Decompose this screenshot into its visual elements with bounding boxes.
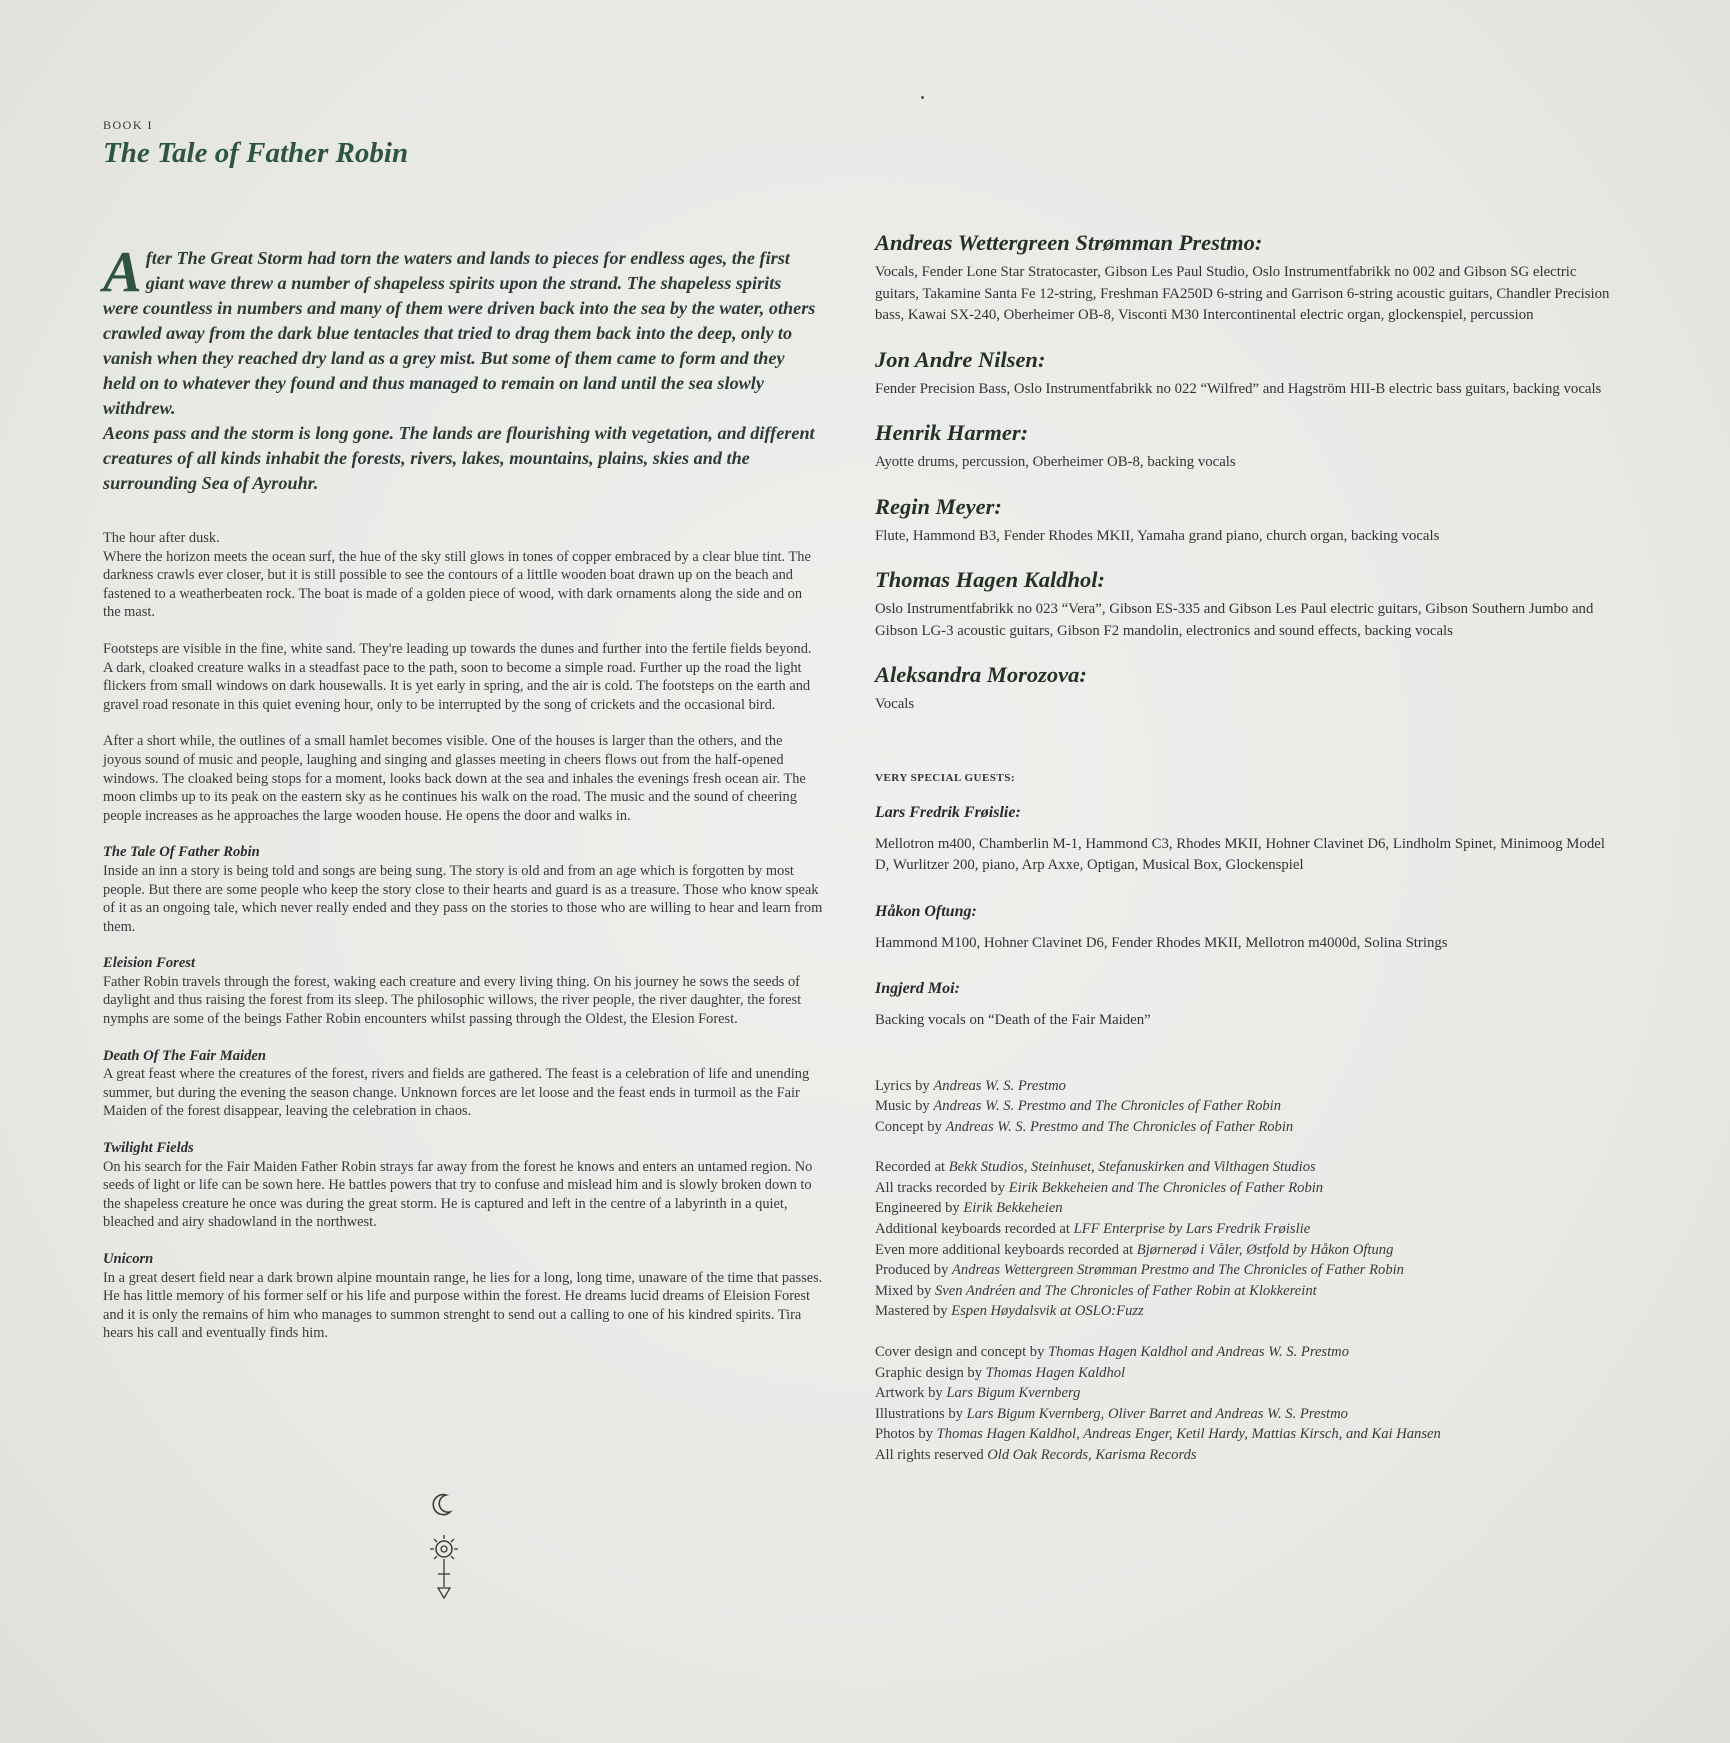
credit-label: Engineered by <box>875 1200 964 1217</box>
page-title: The Tale of Father Robin <box>103 137 409 169</box>
member-instruments: Vocals, Fender Lone Star Stratocaster, Gibson Les Paul Studio, Oslo Instrumentfabrikk no 002 and Gibson SG electric guitars, Takamine Santa Fe 12-string, Freshman FA250D 6-string and Garrison 6-string acoustic guitars, Chandler Precision bass, Kawai SX-240, Oberheimer OB-8, Visconti M30 Intercontinental electric organ, glockenspiel, percussion <box>875 264 1610 323</box>
track-title: Eleision Forest <box>103 955 196 972</box>
credit-group <box>875 1076 1620 1138</box>
story-paragraph: Footsteps are visible in the fine, white sand. They're leading up towards the dunes and further into the fertile fields beyond. A dark, cloaked creature walks in a steadfast pace to the path, soon to become a simple road. Further up the road the light flickers from small windows on dark housewalls. It is yet early in spring, and the air is cold. The footsteps on the earth and gravel road resonate in this quiet evening hour, only to be interrupted by the song of crickets and the occasional bird. <box>103 640 812 713</box>
credit-line <box>875 1383 1620 1404</box>
guest-name: Lars Fredrik Frøislie: <box>875 803 1021 821</box>
credit-label: Mastered by <box>875 1303 952 1320</box>
member-name: Thomas Hagen Kaldhol: <box>875 567 1106 592</box>
credit-label: Cover design and concept by <box>875 1344 1049 1361</box>
credit-group <box>875 1157 1620 1322</box>
guest-instruments: Mellotron m400, Chamberlin M-1, Hammond C3, Rhodes MKII, Hohner Clavinet D6, Lindholm Spinet, Minimoog Model D, Wurlitzer 200, piano, Arp Axxe, Optigan, Musical Box, Glockenspiel <box>875 835 1605 873</box>
member-instruments: Flute, Hammond B3, Fender Rhodes MKII, Yamaha grand piano, church organ, backing vocals <box>875 527 1440 544</box>
intro-text: fter The Great Storm had torn the waters and lands to pieces for endless ages, the first giant wave threw a number of shapeless spirits upon the strand. The shapeless spirits were countless in numbers and many of them were driven back into the sea by the water, others crawled away from the dark blue tentacles that tried to drag them back into the deep, only to vanish when they reached dry land as a grey mist. But some of them came to form and they held on to whatever they found and thus managed to remain on land until the sea slowly withdrew. <box>103 248 816 418</box>
track-description: Inside an inn a story is being told and songs are being sung. The story is old and from an age which is forgotten by most people. But there are some people who keep the story close to their hearts and guard is as a treasure. Those who know speak of it as an ongoing tale, which never really ended and they pass on the stories to those who are willing to hear and learn from them. <box>103 862 823 935</box>
credit-value: Lars Bigum Kvernberg, Oliver Barret and Andreas W. S. Prestmo <box>966 1405 1348 1422</box>
band-member <box>875 565 1620 642</box>
member-instruments: Fender Precision Bass, Oslo Instrumentfabrikk no 022 “Wilfred” and Hagström HII-B electric bass guitars, backing vocals <box>875 380 1602 397</box>
moon-sun-glyph-icon <box>424 1492 464 1602</box>
band-member <box>875 418 1620 474</box>
credit-label: Even more additional keyboards recorded at <box>875 1241 1137 1258</box>
credit-value: Bekk Studios, Steinhuset, Stefanuskirken and Vilthagen Studios <box>948 1159 1316 1176</box>
track-title: The Tale Of Father Robin <box>103 844 260 861</box>
band-member <box>875 492 1620 548</box>
member-instruments: Oslo Instrumentfabrikk no 023 “Vera”, Gibson ES-335 and Gibson Les Paul electric guitars, Gibson Southern Jumbo and Gibson LG-3 acoustic guitars, Gibson F2 mandolin, electronics and sound effects, backing vocals <box>875 601 1594 639</box>
track-description: A great feast where the creatures of the forest, rivers and fields are gathered. The feast is a celebration of life and unending summer, but during the evening the season change. Unknown forces are let loose and the feast ends in turmoil as the Fair Maiden of the forest disappear, leaving the celebration in chaos. <box>103 1066 810 1120</box>
credit-label: All rights reserved <box>875 1447 988 1463</box>
track-title: Death Of The Fair Maiden <box>103 1047 266 1064</box>
right-column <box>875 228 1620 1486</box>
guest-musician <box>875 980 1620 1032</box>
credit-line <box>875 1281 1620 1302</box>
guest-name: Håkon Oftung: <box>875 902 977 920</box>
credit-value: Andreas Wettergreen Strømman Prestmo and The Chronicles of Father Robin <box>952 1262 1404 1279</box>
credit-label: Photos by <box>875 1426 937 1443</box>
band-member <box>875 660 1620 716</box>
credit-line <box>875 1117 1620 1138</box>
credit-line <box>875 1424 1620 1445</box>
member-name: Jon Andre Nilsen: <box>875 346 1046 372</box>
credit-group <box>875 1342 1620 1466</box>
credit-line <box>875 1240 1620 1261</box>
track-section <box>103 1250 823 1343</box>
credit-line <box>875 1178 1620 1199</box>
member-name: Henrik Harmer: <box>875 420 1029 445</box>
member-name: Regin Meyer: <box>875 493 1002 519</box>
credit-label: Concept by <box>875 1118 946 1135</box>
print-dot <box>921 96 924 99</box>
story-paragraph: The hour after dusk. Where the horizon meets the ocean surf, the hue of the sky still glows in tones of copper embraced by a clear blue tint. The darkness crawls ever closer, but it is still possible to see the contours of a littlle wooden boat drawn up on the beach and fastened to a weatherbeaten rock. The boat is made of a golden piece of wood, with dark ornaments along the side and on the mast. <box>103 530 811 621</box>
credit-value: Lars Bigum Kvernberg <box>946 1385 1081 1402</box>
credit-value: Eirik Bekkeheien <box>963 1200 1063 1217</box>
credit-line <box>875 1260 1620 1281</box>
credit-value: Thomas Hagen Kaldhol and Andreas W. S. Prestmo <box>1048 1344 1350 1361</box>
credit-value: Bjørnerød i Våler, Østfold by Håkon Oftung <box>1136 1241 1394 1258</box>
band-member <box>875 228 1620 327</box>
credit-line <box>875 1219 1620 1240</box>
credit-line <box>875 1096 1620 1117</box>
track-description: Father Robin travels through the forest, waking each creature and every living thing. On his journey he sows the seeds of daylight and thus raising the forest from its sleep. The philosophic willows, the river people, the river daughter, the forest nymphs are some of the beings Father Robin encounters whilst passing through the Oldest, the Elesion Forest. <box>103 973 802 1028</box>
drop-cap: A <box>103 239 142 304</box>
credit-value: LFF Enterprise by Lars Fredrik Frøislie <box>1073 1221 1311 1238</box>
credit-value: Andreas W. S. Prestmo and The Chronicles of Father Robin <box>933 1098 1282 1115</box>
track-description: In a great desert field near a dark brown alpine mountain range, he lies for a long, long time, unaware of the time that passes. He has little memory of his former self or his life and purpose within the forest. He dreams lucid dreams of Eleision Forest and it is only the remains of him who manages to summon strenght to send out a calling to one of his kindred spirits. Tira hears his call and eventually finds him. <box>103 1269 823 1342</box>
credit-value: Sven Andréen and The Chronicles of Father Robin at Klokkereint <box>935 1282 1317 1299</box>
member-instruments: Vocals <box>875 696 915 712</box>
credit-line <box>875 1076 1620 1097</box>
credit-line <box>875 1198 1620 1219</box>
credit-value: Thomas Hagen Kaldhol, Andreas Enger, Ketil Hardy, Mattias Kirsch, and Kai Hansen <box>936 1426 1441 1443</box>
credit-line <box>875 1363 1620 1384</box>
guests-heading: VERY SPECIAL GUESTS: <box>875 771 1016 784</box>
member-name: Aleksandra Morozova: <box>875 662 1087 687</box>
credit-value: Andreas W. S. Prestmo <box>933 1077 1066 1094</box>
guest-name: Ingjerd Moi: <box>875 980 960 997</box>
credit-value: Espen Høydalsvik at OSLO:Fuzz <box>951 1303 1144 1320</box>
track-section <box>103 843 823 936</box>
credits <box>875 1076 1620 1466</box>
member-name: Andreas Wettergreen Strømman Prestmo: <box>875 230 1263 255</box>
credit-line <box>875 1157 1620 1178</box>
credit-label: Lyrics by <box>875 1077 934 1094</box>
credit-label: Artwork by <box>875 1385 947 1402</box>
credit-label: Recorded at <box>875 1159 949 1176</box>
credit-label: Music by <box>875 1098 934 1115</box>
story-text <box>103 529 823 825</box>
track-section <box>103 1139 823 1232</box>
credit-line <box>875 1404 1620 1425</box>
track-sections <box>103 843 823 1343</box>
guest-instruments: Backing vocals on “Death of the Fair Maiden” <box>875 1012 1151 1028</box>
credit-value: Eirik Bekkeheien and The Chronicles of Father Robin <box>1008 1179 1324 1196</box>
guest-musician <box>875 804 1620 877</box>
left-column <box>103 118 823 1361</box>
intro-paragraph <box>103 239 818 496</box>
guest-musician <box>875 903 1620 955</box>
track-section <box>103 1047 823 1121</box>
credit-line <box>875 1301 1620 1322</box>
track-section <box>103 954 823 1028</box>
guest-instruments: Hammond M100, Hohner Clavinet D6, Fender Rhodes MKII, Mellotron m4000d, Solina Strings <box>875 934 1448 951</box>
credit-label: Produced by <box>875 1262 953 1279</box>
credit-label: All tracks recorded by <box>875 1179 1009 1196</box>
intro-text-2: Aeons pass and the storm is long gone. The lands are flourishing with vegetation, and different creatures of all kinds inhabit the forests, rivers, lakes, mountains, plains, skies and the surrounding Sea of Ayrouhr. <box>103 423 815 493</box>
track-description: On his search for the Fair Maiden Father Robin strays far away from the forest he knows and enters an untamed region. No seeds of light or life can be sown here. He battles powers that try to confuse and mislead him and is slowly broken down to the shapeless creature he once was during the great storm. He is captured and left in the centre of a labyrinth in a quiet, bleached and airy shadowland in the northwest. <box>103 1158 813 1231</box>
band-member <box>875 345 1620 401</box>
track-title: Twilight Fields <box>103 1140 194 1157</box>
credit-label: Illustrations by <box>875 1405 967 1422</box>
credit-line <box>875 1342 1620 1363</box>
credit-value: Old Oak Records, Karisma Records <box>987 1447 1197 1463</box>
credit-label: Additional keyboards recorded at <box>875 1221 1074 1238</box>
track-title: Unicorn <box>103 1251 154 1267</box>
credit-value: Thomas Hagen Kaldhol <box>985 1364 1126 1381</box>
credit-value: Andreas W. S. Prestmo and The Chronicles of Father Robin <box>945 1118 1294 1135</box>
story-paragraph: After a short while, the outlines of a small hamlet becomes visible. One of the houses is larger than the others, and the joyous sound of music and people, laughing and singing and glasses meeting in cheers flows out from the half-opened windows. The cloaked being stops for a moment, looks back down at the sea and inhales the evenings fresh ocean air. The moon climbs up to its peak on the eastern sky as he continues his walk on the road. The music and the sound of cheering people increases as he approaches the large wooden house. He opens the door and walks in. <box>103 733 806 824</box>
member-instruments: Ayotte drums, percussion, Oberheimer OB-8, backing vocals <box>875 454 1236 470</box>
credit-label: Graphic design by <box>875 1364 986 1381</box>
credit-line <box>875 1445 1620 1466</box>
book-label: BOOK I <box>103 118 153 132</box>
credit-label: Mixed by <box>875 1282 935 1299</box>
